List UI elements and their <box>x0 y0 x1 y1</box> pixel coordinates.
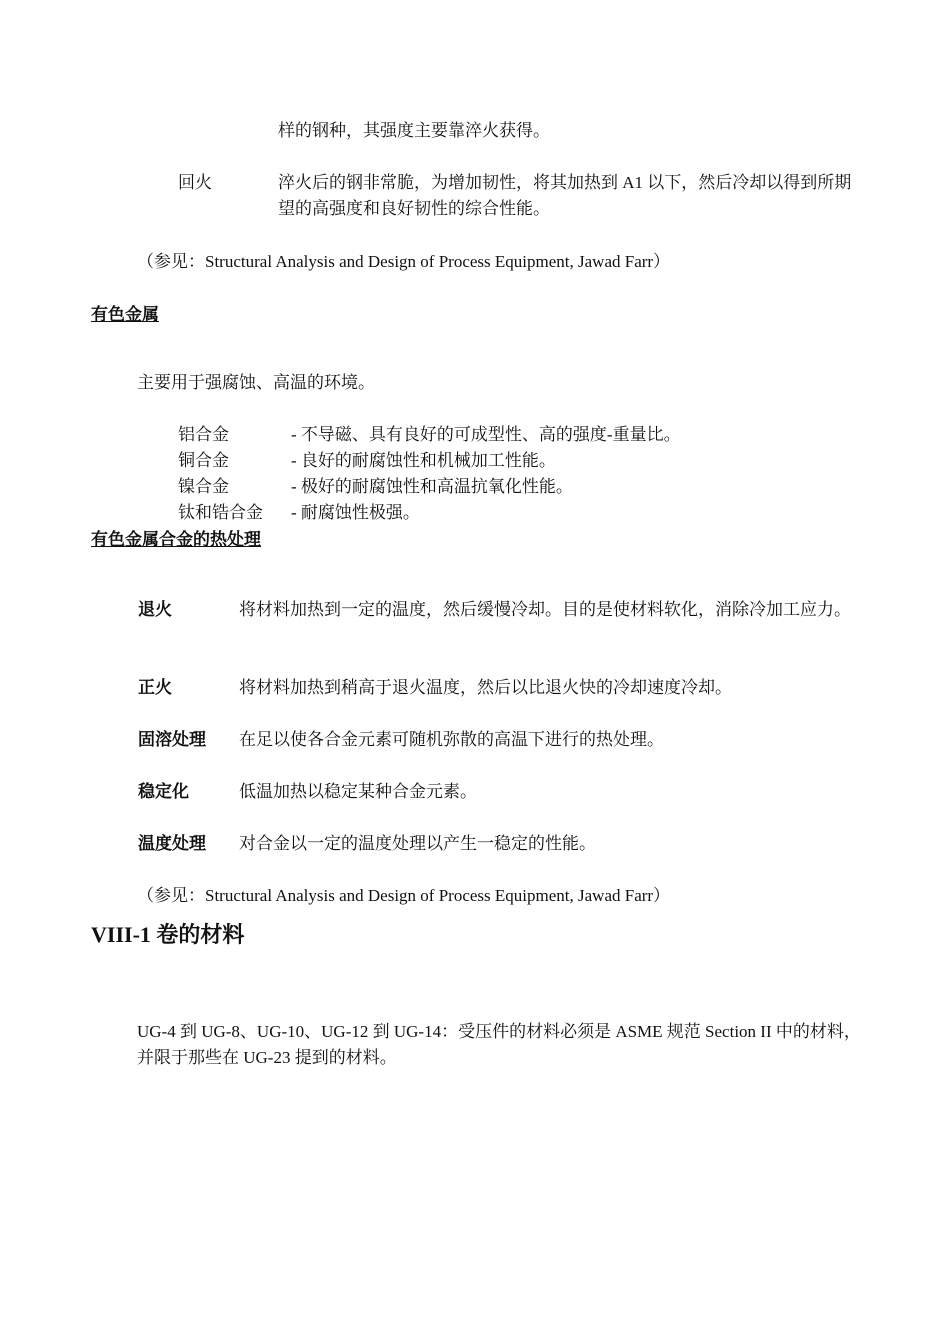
tempering-desc: 淬火后的钢非常脆，为增加韧性，将其加热到 A1 以下，然后冷却以得到所期望的高强度和良好韧性的综合性能。 <box>278 173 852 218</box>
reference-1: （参见：Structural Analysis and Design of Process Equipment, Jawad Farr） <box>137 252 671 271</box>
heat-treatment-heading: 有色金属合金的热处理 <box>91 530 261 549</box>
treatment-desc: 在足以使各合金元素可随机弥散的高温下进行的热处理。 <box>239 730 664 749</box>
alloy-desc: - 不导磁、具有良好的可成型性、高的强度-重量比。 <box>291 425 681 444</box>
reference-2: （参见：Structural Analysis and Design of Process Equipment, Jawad Farr） <box>137 886 671 905</box>
alloy-desc: - 极好的耐腐蚀性和高温抗氧化性能。 <box>291 477 573 496</box>
treatment-term: 退火 <box>138 600 172 619</box>
nonferrous-heading: 有色金属 <box>91 305 159 324</box>
treatment-term: 固溶处理 <box>138 730 206 749</box>
tempering-continuation: 样的钢种，其强度主要靠淬火获得。 <box>278 121 550 140</box>
treatment-desc: 低温加热以稳定某种合金元素。 <box>239 782 477 801</box>
alloy-desc: - 良好的耐腐蚀性和机械加工性能。 <box>291 451 556 470</box>
alloy-name: 铝合金 <box>178 425 229 444</box>
section-title: VIII-1 卷的材料 <box>91 922 245 947</box>
treatment-desc: 将材料加热到稍高于退火温度，然后以比退火快的冷却速度冷却。 <box>239 678 732 697</box>
tempering-term: 回火 <box>178 173 212 192</box>
treatment-term: 温度处理 <box>138 834 206 853</box>
treatment-desc: 将材料加热到一定的温度，然后缓慢冷却。目的是使材料软化，消除冷加工应力。 <box>239 600 851 619</box>
treatment-desc: 对合金以一定的温度处理以产生一稳定的性能。 <box>239 834 596 853</box>
alloy-name: 铜合金 <box>178 451 229 470</box>
treatment-term: 正火 <box>138 678 172 697</box>
nonferrous-intro: 主要用于强腐蚀、高温的环境。 <box>137 373 375 392</box>
section-body: UG-4 到 UG-8、UG-10、UG-12 到 UG-14：受压件的材料必须是 ASME 规范 Section II 中的材料，并限于那些在 UG-23 提到的材料。 <box>137 1022 861 1067</box>
alloy-name: 钛和锆合金 <box>178 503 263 522</box>
alloy-name: 镍合金 <box>178 477 229 496</box>
alloy-desc: - 耐腐蚀性极强。 <box>291 503 420 522</box>
treatment-term: 稳定化 <box>138 782 189 801</box>
